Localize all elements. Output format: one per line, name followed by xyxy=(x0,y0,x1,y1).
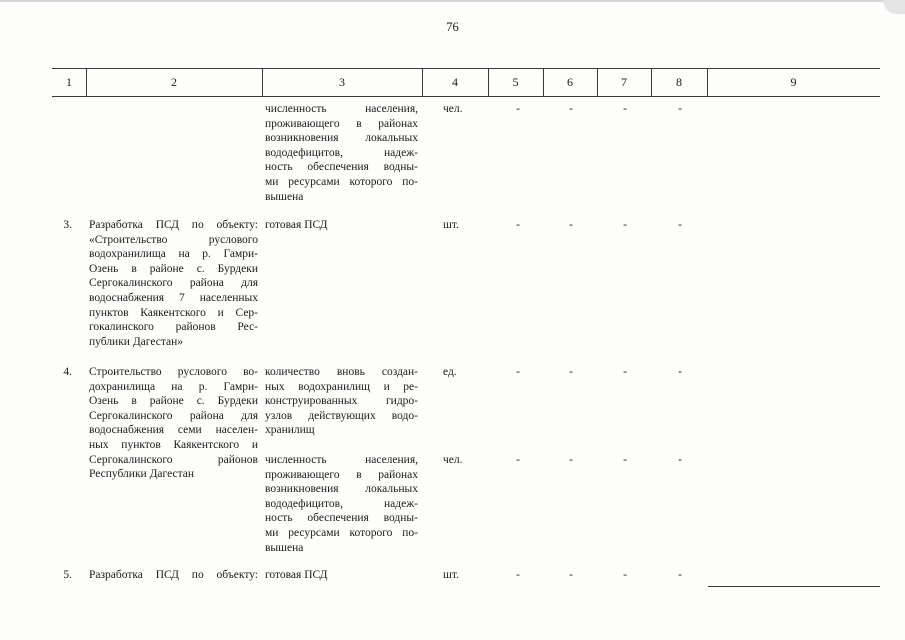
text-line: ных водохранилищ и ре- xyxy=(265,380,418,393)
value-col-7: - xyxy=(623,103,627,115)
text-line: Разработка ПСД по объекту: xyxy=(89,219,258,231)
text-line: «Строительство руслового xyxy=(89,233,258,246)
indicator-text: готовая ПСД xyxy=(265,219,328,231)
value-col-6: - xyxy=(569,454,573,466)
text-line: возникновения локальных xyxy=(265,483,418,496)
value-col-5: - xyxy=(516,569,520,581)
text-line: Республики Дагестан xyxy=(89,468,194,481)
value-col-6: - xyxy=(569,219,573,231)
value-col-8: - xyxy=(678,366,682,378)
value-col-8: - xyxy=(678,569,682,581)
text-line: вышена xyxy=(265,541,304,554)
text-line: ми ресурсами которого по- xyxy=(265,526,418,539)
text-line: вододефицитов, надеж- xyxy=(265,146,418,159)
header-col-6: 6 xyxy=(567,75,573,89)
text-line: численность населения, xyxy=(265,454,418,466)
text-line: вышена xyxy=(265,190,304,203)
value-col-6: - xyxy=(569,103,573,115)
indicator-text xyxy=(265,102,418,204)
row-number: 5. xyxy=(63,569,72,581)
text-line: конструированных гидро- xyxy=(265,395,418,408)
header-col-9: 9 xyxy=(790,75,797,89)
value-col-5: - xyxy=(516,219,520,231)
value-col-6: - xyxy=(569,569,573,581)
value-col-5: - xyxy=(516,103,520,115)
value-col-7: - xyxy=(623,569,627,581)
text-line: публики Дагестан» xyxy=(89,335,184,348)
text-line: Сергокалинского районов xyxy=(89,453,258,466)
text-line: узлов действующих водо- xyxy=(265,409,418,422)
text-line: Сергокалинского района для xyxy=(89,409,258,422)
text-line: Озень в районе с. Бурдеки xyxy=(89,262,258,275)
header-col-2: 2 xyxy=(171,75,177,89)
text-line: дохранилища на р. Гамри- xyxy=(89,380,258,393)
text-line: проживающего в районах xyxy=(265,468,418,481)
text-line: водоснабжения 7 населенных xyxy=(89,291,258,304)
header-col-5: 5 xyxy=(512,75,519,89)
object-description xyxy=(89,218,258,349)
text-line: вододефицитов, надеж- xyxy=(265,497,418,510)
unit-cell: чел. xyxy=(443,103,463,115)
table-header-bottom-border xyxy=(52,96,880,97)
value-col-5: - xyxy=(516,366,520,378)
object-description xyxy=(89,568,258,583)
footnote-separator xyxy=(708,586,880,587)
page-corner-fold xyxy=(883,0,905,14)
value-col-7: - xyxy=(623,219,627,231)
value-col-5: - xyxy=(516,454,520,466)
value-col-7: - xyxy=(623,454,627,466)
text-line: ность обеспечения водны- xyxy=(265,512,418,525)
text-line: Озень в районе с. Бурдеки xyxy=(89,395,258,408)
text-line: численность населения, xyxy=(265,103,418,115)
text-line: Разработка ПСД по объекту: xyxy=(89,569,258,581)
header-col-7: 7 xyxy=(621,75,627,89)
value-col-8: - xyxy=(678,219,682,231)
unit-cell: чел. xyxy=(443,454,463,466)
text-line: ми ресурсами которого по- xyxy=(265,175,418,188)
text-line: водохранилища на р. Гамри- xyxy=(89,248,258,261)
page-number: 76 xyxy=(446,20,459,34)
text-line: гокалинского районов Рес- xyxy=(89,321,258,334)
row-number: 4. xyxy=(63,366,72,378)
value-col-8: - xyxy=(678,103,682,115)
text-line: возникновения локальных xyxy=(265,132,418,145)
row-number: 3. xyxy=(63,219,72,231)
text-line: проживающего в районах xyxy=(265,117,418,130)
value-col-6: - xyxy=(569,366,573,378)
text-line: Строительство руслового во- xyxy=(89,366,258,378)
unit-cell: ед. xyxy=(443,366,457,378)
unit-cell: шт. xyxy=(443,219,459,231)
unit-cell: шт. xyxy=(443,569,459,581)
header-col-3: 3 xyxy=(339,75,345,89)
text-line: количество вновь создан- xyxy=(265,366,418,378)
object-description xyxy=(89,365,258,482)
value-col-8: - xyxy=(678,454,682,466)
indicator-text xyxy=(265,453,418,555)
page-top-edge xyxy=(0,0,905,2)
text-line: водоснабжения семи населен- xyxy=(89,424,258,437)
text-line: ность обеспечения водны- xyxy=(265,161,418,174)
header-col-8: 8 xyxy=(676,75,682,89)
text-line: хранилищ xyxy=(265,424,315,437)
header-col-4: 4 xyxy=(452,75,458,89)
value-col-7: - xyxy=(623,366,627,378)
text-line: Сергокалинского района для xyxy=(89,277,258,290)
text-line: ных пунктов Каякентского и xyxy=(89,438,258,451)
header-col-1: 1 xyxy=(66,75,72,89)
indicator-text xyxy=(265,365,418,438)
text-line: пунктов Каякентского и Сер- xyxy=(89,306,258,319)
indicator-text: готовая ПСД xyxy=(265,569,328,581)
